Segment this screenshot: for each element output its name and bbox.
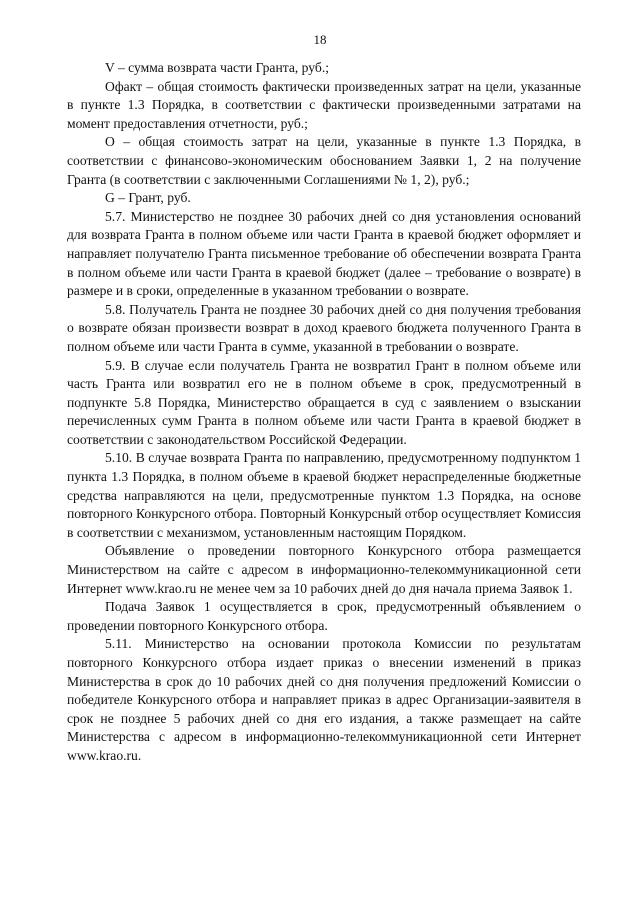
paragraph-5-11: 5.11. Министерство на основании протокола Комиссии по результатам повторного Конкурсного отбора издает приказ о внесении изменений в приказ Министерства в срок до 10 рабочих дней со дня получения предложений Комиссии о победителе Конкурсного отбора и направляет приказ в адрес Организации-заявителя в срок не позднее 5 рабочих дней со дня его издания, а также размещает на сайте Министерства с адресом в информационно-телекоммуникационной сети Интернет www.krao.ru. bbox=[67, 636, 581, 763]
paragraph-announcement: Объявление о проведении повторного Конкурсного отбора размещается Министерством на сайте с адресом в информационно-телекоммуникационной сети Интернет www.krao.ru не менее чем за 10 рабочих дней до дня начала приема Заявок 1. bbox=[67, 543, 581, 596]
paragraph-5-10: 5.10. В случае возврата Гранта по направлению, предусмотренному подпунктом 1 пункта 1.3 Порядка, в полном объеме в краевой бюджет нераспределенные бюджетные средства направляются на цели, предусмотренные пунктом 1.3 Порядка, на основе повторного Конкурсного отбора. Повторный Конкурсный отбор осуществляет Комиссия в соответствии с механизмом, установленным настоящим Порядком. bbox=[67, 450, 581, 540]
paragraph-5-9: 5.9. В случае если получатель Гранта не возвратил Грант в полном объеме или часть Гранта или возвратил его не в полном объеме в срок, предусмотренный в подпункте 5.8 Порядка, Министерство обращается в суд с заявлением о взыскании перечисленных сумм Гранта в полном объеме или части Гранта в краевой бюджет в соответствии с законодательством Российской Федерации. bbox=[67, 357, 581, 447]
paragraph-ofact-definition: Офакт – общая стоимость фактически произведенных затрат на цели, указанные в пункте 1.3 Порядка, в соответствии с фактически произведенными затратами на момент предоставления отчетности, руб.; bbox=[67, 78, 581, 131]
paragraph-application-submission: Подача Заявок 1 осуществляется в срок, предусмотренный объявлением о проведении повторного Конкурсного отбора. bbox=[67, 599, 581, 633]
paragraph-5-8: 5.8. Получатель Гранта не позднее 30 рабочих дней со дня получения требования о возврате обязан произвести возврат в доход краевого бюджета полученного Гранта в полном объеме или части Гранта в сумме, указанной в требовании о возврате. bbox=[67, 301, 581, 354]
page-number: 18 bbox=[313, 32, 327, 47]
paragraph-5-7: 5.7. Министерство не позднее 30 рабочих дней со дня установления оснований для возврата Гранта в полном объеме или части Гранта в краевой бюджет оформляет и направляет получателю Гранта письменное требование об обеспечении возврата Гранта в полном объеме или части Гранта в краевой бюджет (далее – требование о возврате) в размере и в сроки, определенные в указанном требовании о возврате. bbox=[67, 208, 581, 299]
paragraph-g-definition: G – Грант, руб. bbox=[105, 190, 191, 206]
paragraph-o-definition: О – общая стоимость затрат на цели, указанные в пункте 1.3 Порядка, в соответствии с финансово-экономическим обоснованием Заявки 1, 2 на получение Гранта (в соответствии с заключенными Соглашениями № 1, 2), руб.; bbox=[67, 134, 581, 187]
paragraph-v-definition: V – сумма возврата части Гранта, руб.; bbox=[105, 60, 329, 75]
document-body bbox=[67, 59, 581, 766]
